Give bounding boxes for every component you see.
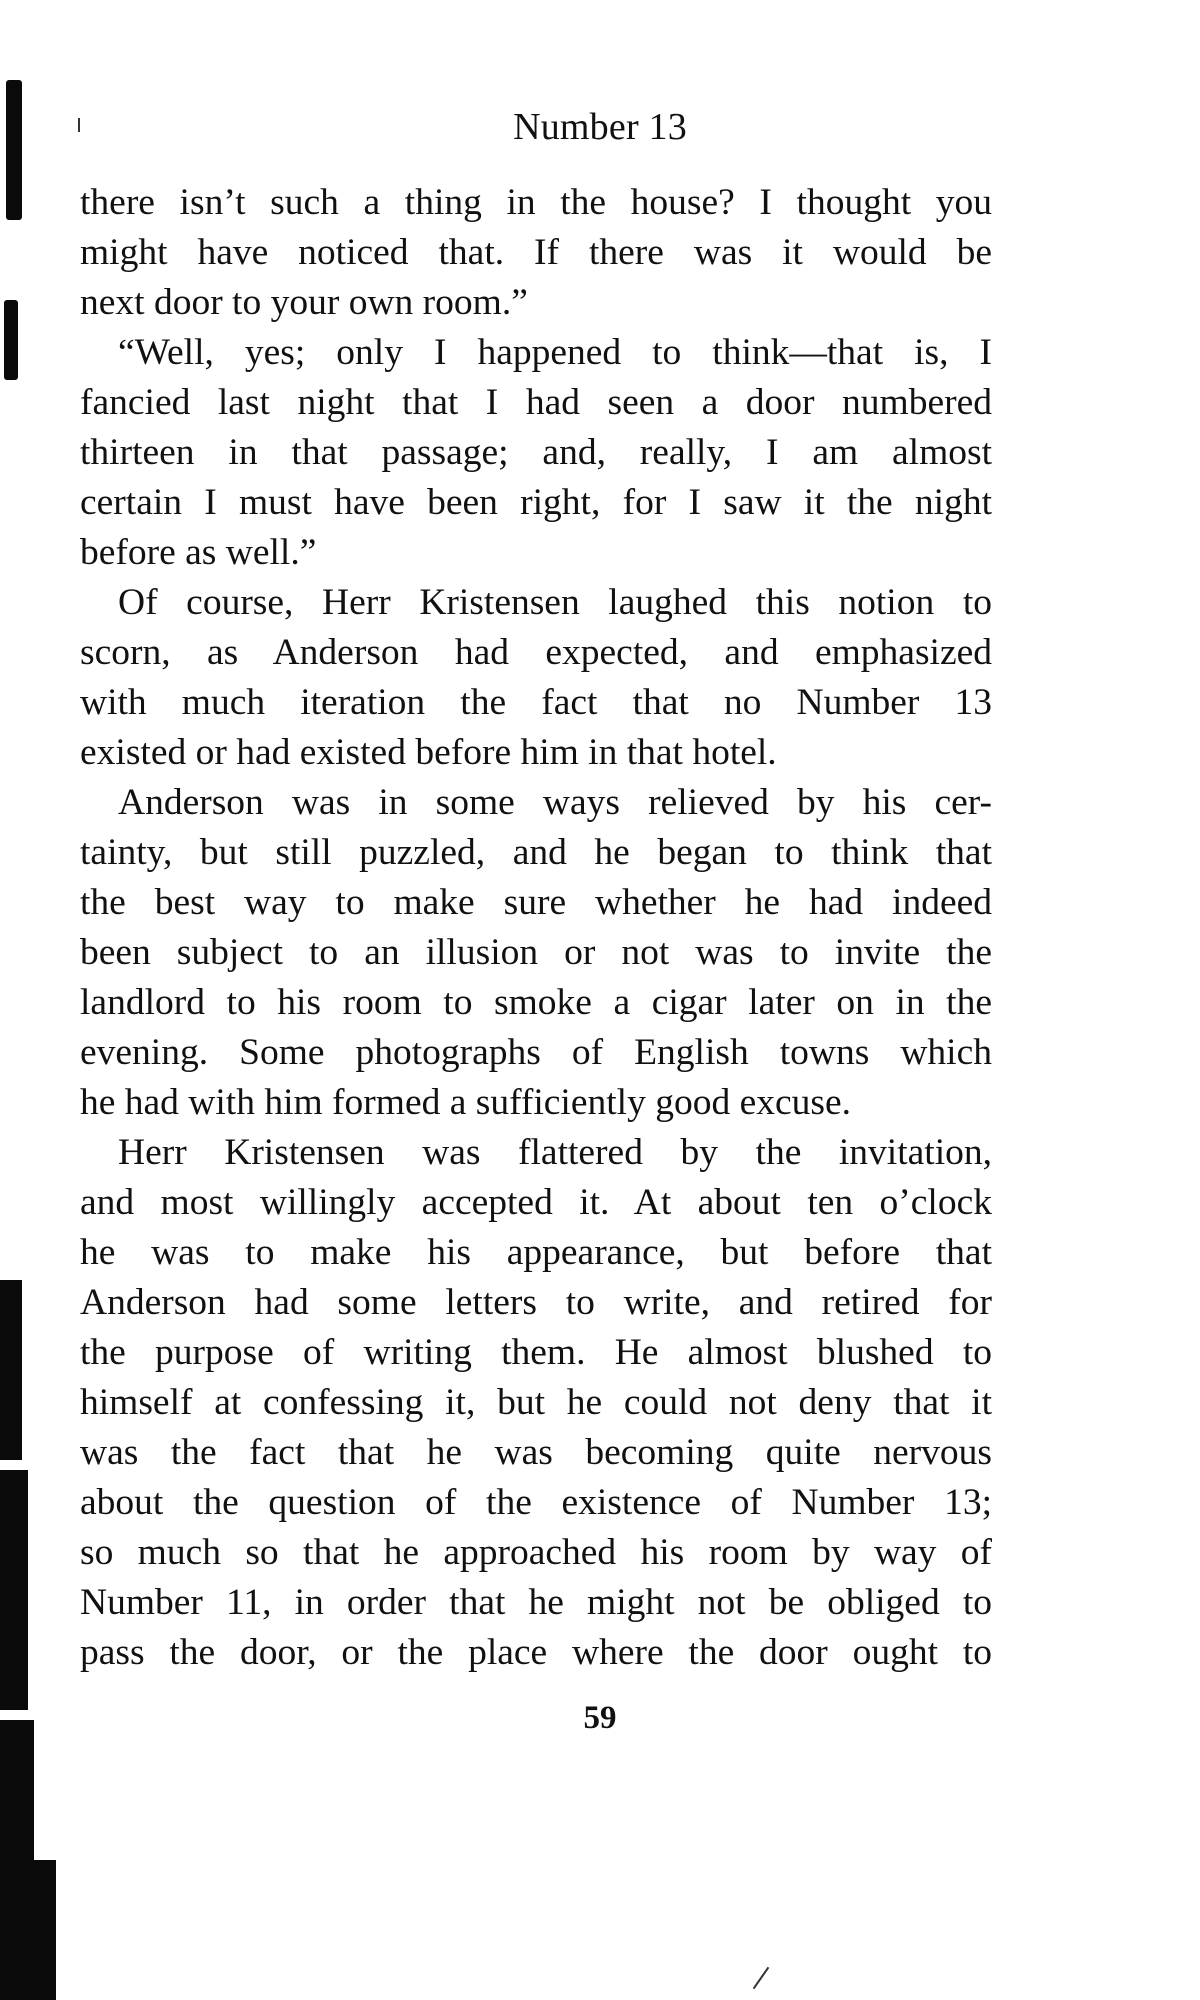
text-line: Anderson had some letters to write, and retired for xyxy=(80,1282,992,1323)
text-line: so much so that he approached his room by way of xyxy=(80,1532,992,1573)
body-text xyxy=(80,178,992,1678)
text-line: scorn, as Anderson had expected, and emphasized xyxy=(80,632,992,673)
text-line: the best way to make sure whether he had indeed xyxy=(80,882,992,923)
text-line: and most willingly accepted it. At about ten o’clock xyxy=(80,1182,992,1223)
scan-mark-bottom xyxy=(753,1967,770,1989)
text-line: the purpose of writing them. He almost blushed to xyxy=(80,1332,992,1373)
text-line: evening. Some photographs of English towns which xyxy=(80,1032,992,1073)
text-line: Anderson was in some ways relieved by his cer- xyxy=(118,782,992,823)
text-line: thirteen in that passage; and, really, I am almost xyxy=(80,432,992,473)
text-line: been subject to an illusion or not was to invite the xyxy=(80,932,992,973)
text-line: pass the door, or the place where the door ought to xyxy=(80,1632,992,1673)
text-line: certain I must have been right, for I saw it the night xyxy=(80,482,992,523)
text-line: he had with him formed a sufficiently good excuse. xyxy=(80,1082,851,1123)
text-line: Of course, Herr Kristensen laughed this notion to xyxy=(118,582,992,623)
text-line: might have noticed that. If there was it would be xyxy=(80,232,992,273)
text-line: existed or had existed before him in that hotel. xyxy=(80,732,777,773)
text-line: Number 11, in order that he might not be obliged to xyxy=(80,1582,992,1623)
text-line: “Well, yes; only I happened to think—that is, I xyxy=(118,332,992,373)
text-line: Herr Kristensen was flattered by the invitation, xyxy=(118,1132,992,1173)
text-line: was the fact that he was becoming quite nervous xyxy=(80,1432,992,1473)
text-line: with much iteration the fact that no Number 13 xyxy=(80,682,992,723)
text-line: tainty, but still puzzled, and he began to think that xyxy=(80,832,992,873)
text-line: fancied last night that I had seen a door numbered xyxy=(80,382,992,423)
text-line: there isn’t such a thing in the house? I thought you xyxy=(80,182,992,223)
text-line: before as well.” xyxy=(80,532,317,573)
text-line: he was to make his appearance, but before that xyxy=(80,1232,992,1273)
page-number: 59 xyxy=(583,1700,617,1736)
text-line: next door to your own room.” xyxy=(80,282,528,323)
text-line: landlord to his room to smoke a cigar later on in the xyxy=(80,982,992,1023)
running-head: Number 13 xyxy=(513,106,687,148)
text-line: about the question of the existence of Number 13; xyxy=(80,1482,992,1523)
text-line: himself at confessing it, but he could not deny that it xyxy=(80,1382,992,1423)
